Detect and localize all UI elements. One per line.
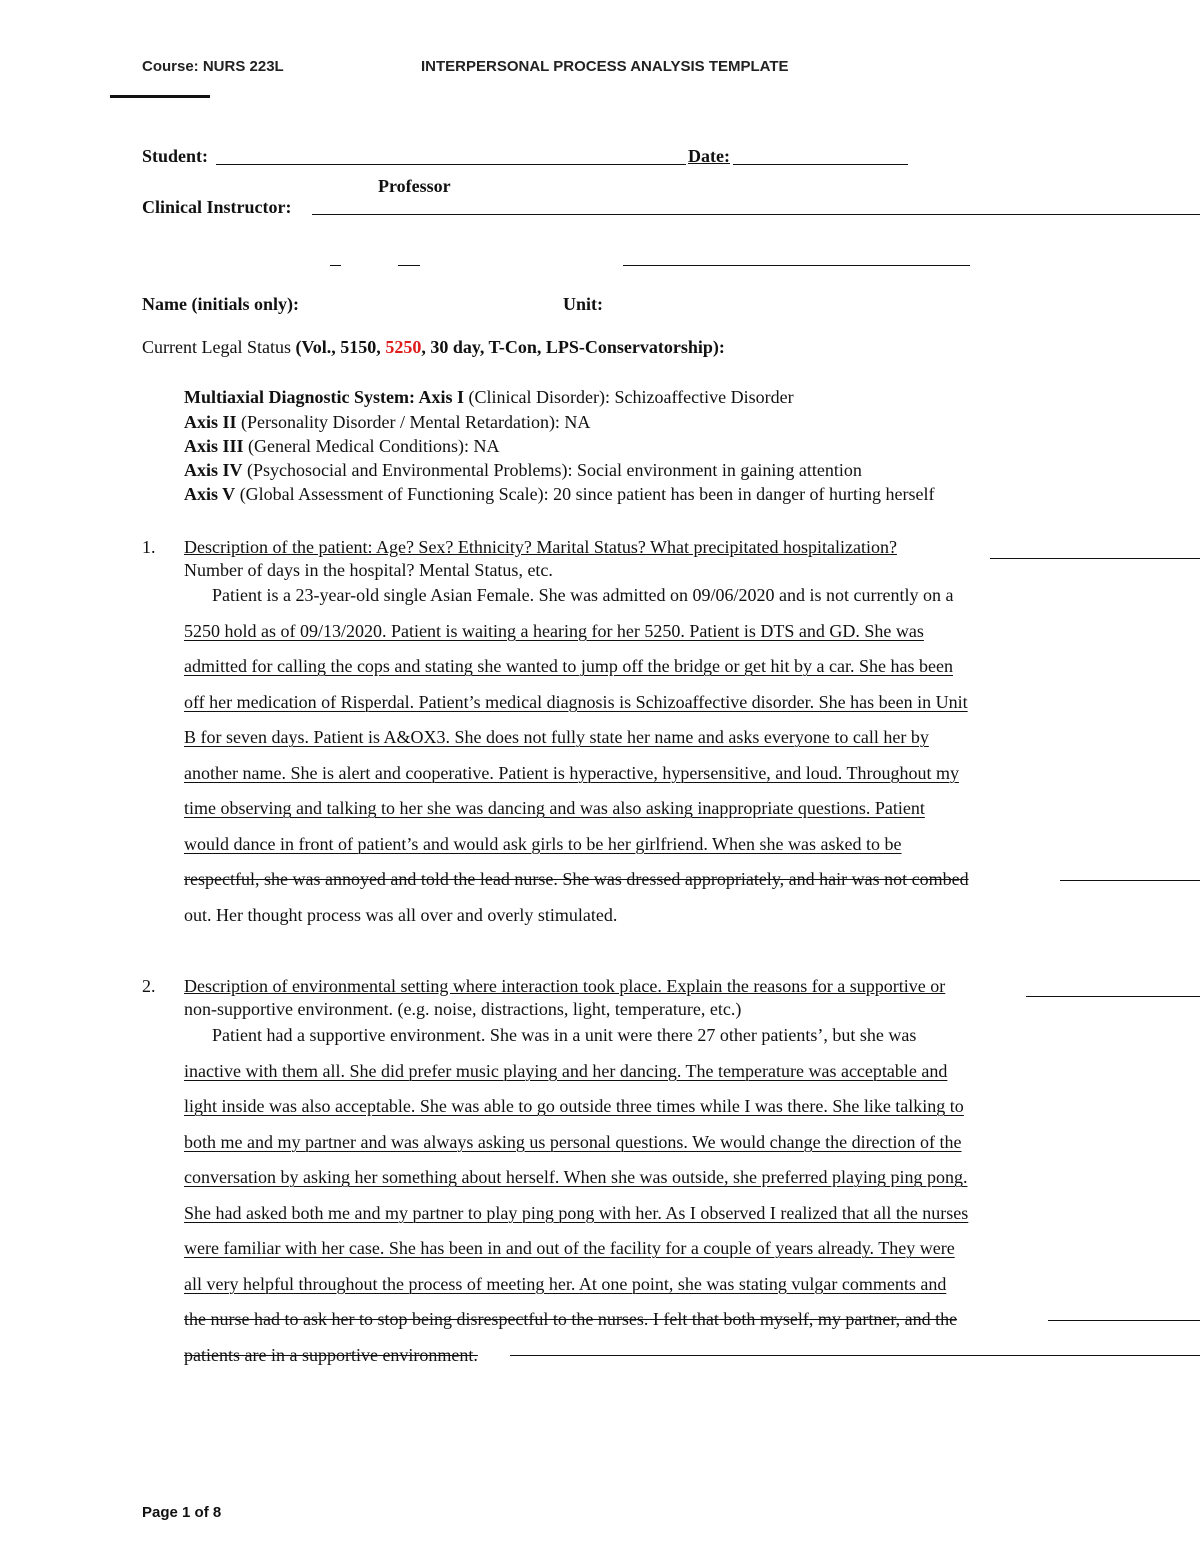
answer-line: patients are in a supportive environment. [184, 1344, 478, 1365]
answer-line: Patient had a supportive environment. She was in a unit were there 27 other patients’, but she was [212, 1025, 917, 1045]
answer-rule [1060, 880, 1200, 881]
axis-3-text: (General Medical Conditions): NA [243, 436, 500, 456]
legal-status-highlight: 5250 [385, 337, 422, 357]
answer-line: light inside was also acceptable. She was able to go outside three times while I was there. She like talking to [184, 1096, 964, 1116]
unit-label: Unit: [563, 294, 603, 314]
answer-line: all very helpful throughout the process of meeting her. At one point, she was stating vulgar comments and [184, 1273, 947, 1294]
header-rule [110, 95, 210, 98]
course-label: Course: NURS 223L [142, 58, 284, 75]
section-2-number: 2. [142, 976, 156, 996]
legal-status-prefix: Current Legal Status [142, 337, 296, 357]
axis-4 [184, 460, 862, 481]
clinical-instructor-label: Clinical Instructor: [142, 197, 292, 217]
answer-rule [1048, 1320, 1200, 1321]
answer-line: would dance in front of patient’s and would ask girls to be her girlfriend. When she was asked to be [184, 833, 902, 854]
student-field-line[interactable] [216, 164, 686, 165]
section-2-answer[interactable] [184, 1024, 1084, 1379]
section-2-prompt-line2: non-supportive environment. (e.g. noise, distractions, light, temperature, etc.) [184, 999, 742, 1019]
answer-line: inactive with them all. She did prefer music playing and her dancing. The temperature was acceptable and [184, 1060, 948, 1081]
axis-3 [184, 436, 499, 457]
answer-line: B for seven days. Patient is A&OX3. She does not fully state her name and asks everyone to call her by [184, 727, 929, 747]
section-1-answer[interactable] [184, 584, 1084, 939]
prompt-rule [990, 558, 1200, 559]
name-label: Name (initials only): [142, 294, 299, 314]
date-field-line[interactable] [733, 164, 908, 165]
date-label: Date: [688, 146, 730, 166]
section-1-number: 1. [142, 537, 156, 557]
clinical-instructor-field-line[interactable] [312, 214, 1200, 215]
answer-line: Patient is a 23-year-old single Asian Female. She was admitted on 09/06/2020 and is not currently on a [212, 585, 954, 605]
page-number: Page 1 of 8 [142, 1504, 222, 1521]
axis-5-label: Axis V [184, 484, 236, 504]
axis-5 [184, 484, 935, 505]
axis-4-text: (Psychosocial and Environmental Problems): Social environment in gaining attention [242, 460, 862, 480]
answer-line: out. Her thought process was all over and overly stimulated. [184, 904, 618, 925]
axis-2 [184, 412, 590, 433]
axis-2-text: (Personality Disorder / Mental Retardation): NA [236, 412, 591, 432]
answer-rule [510, 1355, 1200, 1356]
answer-line: were familiar with her case. She has been in and out of the facility for a couple of years already. They were [184, 1238, 955, 1258]
answer-line: She had asked both me and my partner to play ping pong with her. As I observed I realized that all the nurses [184, 1202, 969, 1223]
prompt-rule [1026, 996, 1200, 997]
answer-line: both me and my partner and was always asking us personal questions. We would change the direction of the [184, 1131, 962, 1152]
document-title: INTERPERSONAL PROCESS ANALYSIS TEMPLATE [421, 58, 789, 75]
legal-status-options-b: , 30 day, T-Con, LPS-Conservatorship): [421, 337, 725, 357]
axis-5-text: (Global Assessment of Functioning Scale): 20 since patient has been in danger of hurting herself [235, 484, 935, 504]
answer-line: time observing and talking to her she was dancing and was also asking inappropriate questions. Patient [184, 798, 925, 818]
axis-1-text: (Clinical Disorder): Schizoaffective Disorder [464, 387, 794, 407]
answer-line: conversation by asking her something about herself. When she was outside, she preferred playing ping pong. [184, 1167, 968, 1187]
dash-mark [330, 265, 341, 266]
axis-2-label: Axis II [184, 412, 237, 432]
section-1-prompt-line1: Description of the patient: Age? Sex? Ethnicity? Marital Status? What precipitated hospitalization? [184, 537, 897, 557]
axis-1 [184, 387, 794, 408]
answer-line: the nurse had to ask her to stop being disrespectful to the nurses. I felt that both myself, my partner, and the [184, 1309, 958, 1329]
unit-field-line[interactable] [623, 265, 970, 266]
section-1-prompt-line2: Number of days in the hospital? Mental Status, etc. [184, 560, 553, 580]
answer-line: respectful, she was annoyed and told the lead nurse. She was dressed appropriately, and hair was not combed [184, 869, 969, 889]
section-2-prompt-line1: Description of environmental setting where interaction took place. Explain the reasons for a supportive or [184, 976, 946, 996]
answer-line: off her medication of Risperdal. Patient’s medical diagnosis is Schizoaffective disorder. She has been in Unit [184, 691, 968, 712]
professor-value: Professor [378, 176, 451, 196]
axis-1-label: Multiaxial Diagnostic System: Axis I [184, 387, 465, 407]
axis-3-label: Axis III [184, 436, 244, 456]
answer-line: admitted for calling the cops and stating she wanted to jump off the bridge or get hit by a car. She has been [184, 656, 953, 676]
student-label: Student: [142, 146, 209, 166]
dash-mark [398, 265, 420, 266]
legal-status [142, 337, 725, 358]
answer-line: 5250 hold as of 09/13/2020. Patient is waiting a hearing for her 5250. Patient is DTS and GD. She was [184, 620, 924, 641]
legal-status-options-a: (Vol., 5150, [295, 337, 386, 357]
answer-line: another name. She is alert and cooperative. Patient is hyperactive, hypersensitive, and loud. Throughout my [184, 762, 959, 783]
axis-4-label: Axis IV [184, 460, 243, 480]
